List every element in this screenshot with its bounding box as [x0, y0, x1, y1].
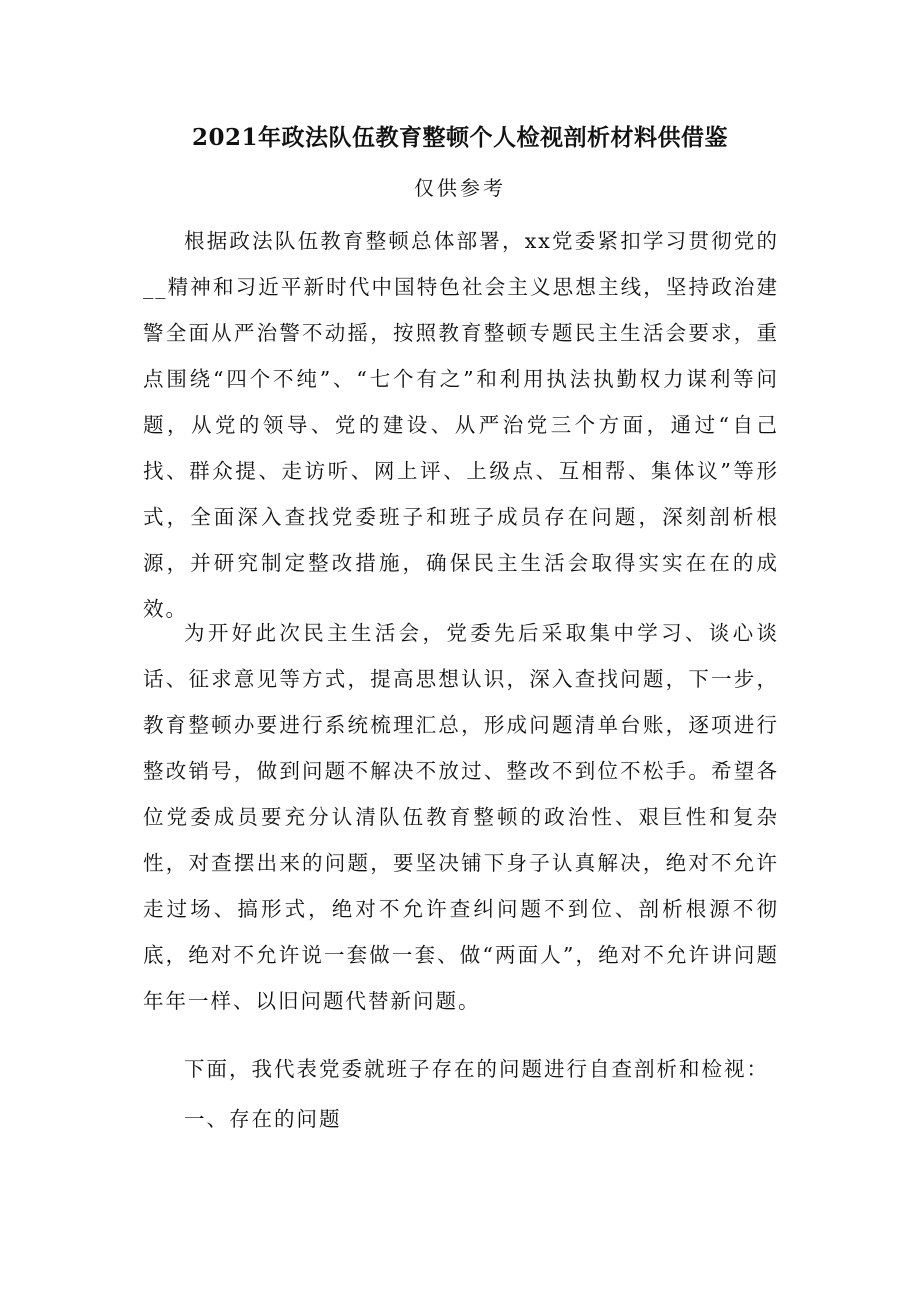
document-subtitle: 仅供参考	[414, 176, 506, 200]
paragraph-preparation: 为开好此次民主生活会，党委先后采取集中学习、谈心谈话、征求意见等方式，提高思想认识，深入查找问题，下一步，教育整顿办要进行系统梳理汇总，形成问题清单台账，逐项进行整改销号，做到问题不解决不放过、整改不到位不松手。希望各位党委成员要充分认清队伍教育整顿的政治性、艰巨性和复杂性，对查摆出来的问题，要坚决铺下身子认真解决，绝对不允许走过场、搞形式，绝对不允许查纠问题不到位、剖析根源不彻底，绝对不允许说一套做一套、做“两面人”，绝对不允许讲问题年年一样、以旧问题代替新问题。	[143, 621, 779, 1013]
paragraph-transition: 下面，我代表党委就班子存在的问题进行自查剖析和检视：	[184, 1057, 769, 1081]
document-title: 2021年政法队伍教育整顿个人检视剖析材料供借鉴	[191, 124, 728, 151]
section-heading-problems: 一、存在的问题	[184, 1107, 342, 1131]
paragraph-intro: 根据政法队伍教育整顿总体部署，xx党委紧扣学习贯彻党的__精神和习近平新时代中国特色社会主义思想主线，坚持政治建警全面从严治警不动摇，按照教育整顿专题民主生活会要求，重点围绕“四个不纯”、“七个有之”和利用执法执勤权力谋利等问题，从党的领导、党的建设、从严治党三个方面，通过“自己找、群众提、走访听、网上评、上级点、互相帮、集体议”等形式，全面深入查找党委班子和班子成员存在问题，深刻剖析根源，并研究制定整改措施，确保民主生活会取得实实在在的成效。	[143, 229, 779, 621]
